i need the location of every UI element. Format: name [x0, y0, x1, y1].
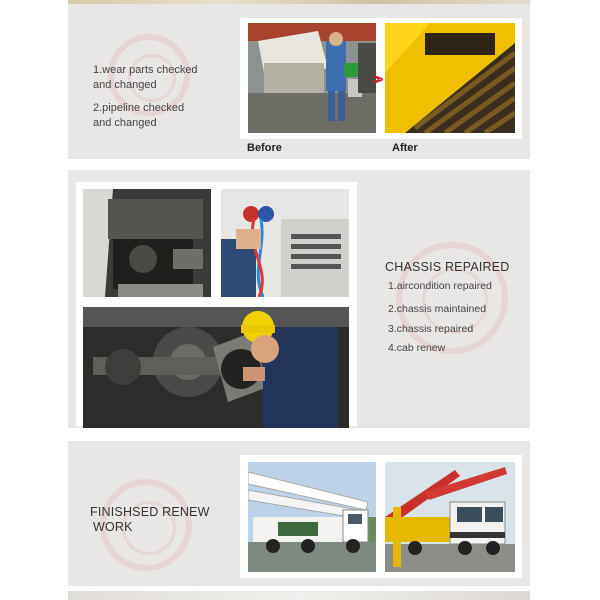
axle-repair-photo: [83, 307, 349, 428]
bottom-banner-strip: [68, 591, 530, 600]
aircondition-repair-photo: [221, 189, 349, 297]
before-label: Before: [247, 142, 282, 154]
finished-heading-line2: WORK: [93, 520, 133, 534]
repair-item-2-line1: 2.pipeline checked: [93, 102, 185, 114]
finished-pump-truck-photo-1: [248, 462, 376, 572]
finished-heading-line1: FINISHSED RENEW: [90, 505, 210, 519]
repair-item-2-line2: and changed: [93, 117, 157, 129]
chassis-item-cab-renew: 4.cab renew: [388, 342, 446, 354]
finished-pump-truck-photo-2: [385, 462, 515, 572]
cab-interior-photo: [83, 189, 211, 297]
finished-panel: [68, 441, 530, 586]
chassis-item-maintained: 2.chassis maintained: [388, 303, 487, 315]
chassis-panel: [68, 170, 530, 428]
chassis-item-aircondition: 1.aircondition repaired: [388, 280, 492, 292]
finished-heading: [90, 505, 210, 535]
repair-panel: [68, 4, 530, 159]
before-photo: [248, 23, 379, 133]
chassis-item-repaired: 3.chassis repaired: [388, 323, 474, 335]
logo-watermark: [396, 242, 508, 354]
before-after-arrow-icon: >>: [372, 71, 379, 87]
after-label: After: [392, 142, 418, 154]
chassis-heading: CHASSIS REPAIRED: [385, 260, 510, 274]
after-photo: [385, 23, 515, 133]
repair-item-1-line1: 1.wear parts checked: [93, 64, 198, 76]
repair-item-1-line2: and changed: [93, 79, 157, 91]
repair-list: [93, 63, 198, 131]
